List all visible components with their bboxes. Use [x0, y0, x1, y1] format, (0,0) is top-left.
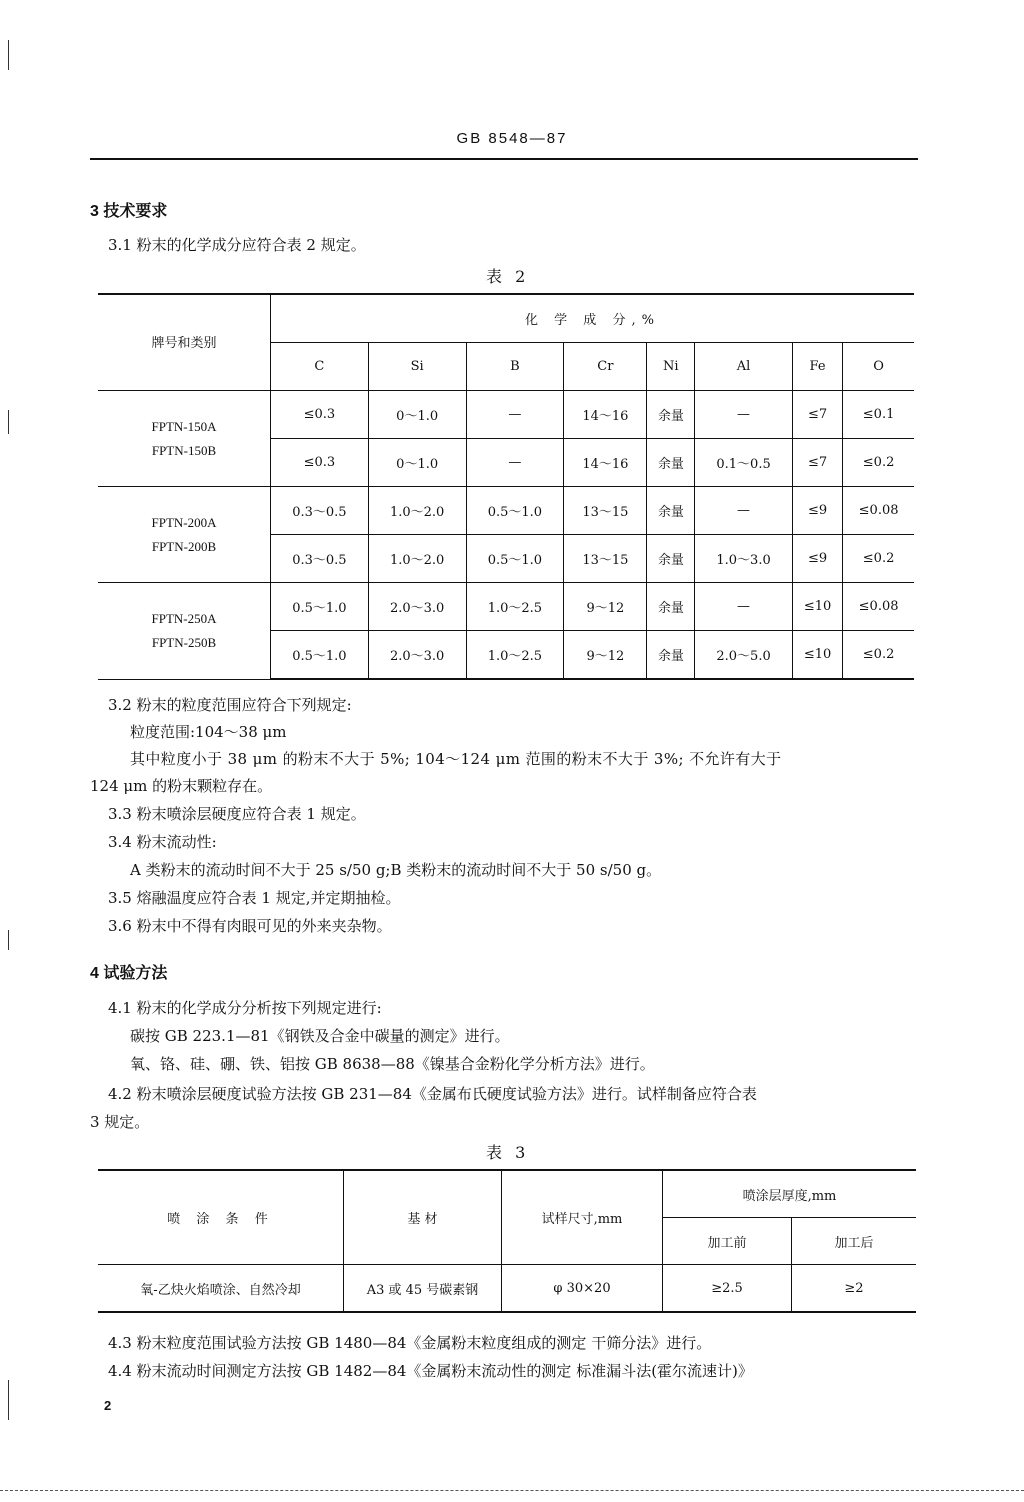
- table-cell: ≤0.3: [271, 391, 369, 439]
- table-cell: —: [466, 439, 564, 487]
- table-cell: ≤0.3: [271, 439, 369, 487]
- brand-name: FPTN-200A: [151, 514, 217, 530]
- table-cell: ≤0.2: [843, 631, 914, 680]
- scan-edge-mark: [8, 930, 9, 950]
- brand-cell: [98, 583, 271, 680]
- clause-3-5: 3.5 熔融温度应符合表 1 规定,并定期抽检。: [108, 889, 401, 907]
- header-rule: [90, 158, 918, 160]
- table-cell: 0.5～1.0: [271, 583, 369, 631]
- table-cell: 1.0～2.0: [368, 535, 466, 583]
- table-3-condition-header: 喷 涂 条 件: [98, 1170, 344, 1265]
- table-cell: ≤7: [792, 391, 842, 439]
- table-cell: 9～12: [564, 583, 647, 631]
- table-2-col-header: Fe: [792, 343, 842, 391]
- table-cell: 余量: [647, 535, 695, 583]
- table-cell: 0～1.0: [368, 391, 466, 439]
- section-3-heading: 3 技术要求: [90, 203, 168, 220]
- table-cell: 0.3～0.5: [271, 535, 369, 583]
- table-cell: 余量: [647, 439, 695, 487]
- table-cell: 余量: [647, 583, 695, 631]
- table-cell: 1.0～2.0: [368, 487, 466, 535]
- clause-3-4: 3.4 粉末流动性:: [108, 833, 217, 851]
- table-cell: 2.0～5.0: [695, 631, 793, 680]
- table-row: [98, 1265, 916, 1313]
- table-cell: 2.0～3.0: [368, 583, 466, 631]
- table-cell: 0～1.0: [368, 439, 466, 487]
- clause-3-6: 3.6 粉末中不得有肉眼可见的外来夹杂物。: [108, 917, 392, 935]
- scan-edge-mark: [8, 1380, 9, 1420]
- table-row: [98, 583, 914, 631]
- table-3-thickness-header: 喷涂层厚度,mm: [663, 1170, 917, 1218]
- table-3-after-header: 加工后: [792, 1218, 917, 1265]
- brand-cell: [98, 391, 271, 487]
- table-cell: 0.5～1.0: [466, 487, 564, 535]
- table-cell: 0.3～0.5: [271, 487, 369, 535]
- clause-3-2-detail-cont: 124 μm 的粉末颗粒存在。: [90, 777, 273, 795]
- table-cell: A3 或 45 号碳素钢: [344, 1265, 502, 1313]
- table-2-caption: 表 2: [486, 267, 530, 286]
- table-cell: 1.0～3.0: [695, 535, 793, 583]
- table-cell: 1.0～2.5: [466, 583, 564, 631]
- table-cell: —: [695, 487, 793, 535]
- clause-4-1-elements: 氧、铬、硅、硼、铁、铝按 GB 8638—88《镍基合金粉化学分析方法》进行。: [130, 1055, 655, 1073]
- table-cell: 0.5～1.0: [271, 631, 369, 680]
- table-cell: ≤0.2: [843, 535, 914, 583]
- clause-3-3: 3.3 粉末喷涂层硬度应符合表 1 规定。: [108, 805, 366, 823]
- section-4-heading: 4 试验方法: [90, 965, 168, 982]
- table-cell: 1.0～2.5: [466, 631, 564, 680]
- table-3-substrate-header: 基 材: [344, 1170, 502, 1265]
- table-2-brand-header: 牌号和类别: [98, 294, 271, 391]
- clause-3-2: 3.2 粉末的粒度范围应符合下列规定:: [108, 696, 352, 714]
- table-cell: 14～16: [564, 439, 647, 487]
- table-3: [98, 1169, 916, 1313]
- brand-cell: [98, 487, 271, 583]
- table-2-col-header: C: [271, 343, 369, 391]
- table-cell: 余量: [647, 487, 695, 535]
- table-row: [98, 487, 914, 535]
- clause-4-3: 4.3 粉末粒度范围试验方法按 GB 1480—84《金属粉末粒度组成的测定 干筛分法》进行。: [108, 1334, 712, 1352]
- table-cell: ≤10: [792, 631, 842, 680]
- clause-4-1: 4.1 粉末的化学成分分析按下列规定进行:: [108, 999, 382, 1017]
- brand-name: FPTN-150A: [151, 418, 217, 434]
- table-cell: ≤0.1: [843, 391, 914, 439]
- table-cell: 0.1～0.5: [695, 439, 793, 487]
- table-2-col-header: Cr: [564, 343, 647, 391]
- table-cell: ≥2.5: [663, 1265, 792, 1313]
- table-cell: 14～16: [564, 391, 647, 439]
- table-cell: 9～12: [564, 631, 647, 680]
- table-cell: φ 30×20: [502, 1265, 663, 1313]
- table-2-col-header: Al: [695, 343, 793, 391]
- table-cell: 13～15: [564, 487, 647, 535]
- table-3-caption: 表 3: [486, 1143, 530, 1162]
- scan-edge-mark: [8, 40, 9, 70]
- clause-4-2-cont: 3 规定。: [90, 1113, 150, 1131]
- table-cell: ≤10: [792, 583, 842, 631]
- clause-3-4-detail: A 类粉末的流动时间不大于 25 s/50 g;B 类粉末的流动时间不大于 50 s/50 g。: [130, 861, 662, 879]
- clause-4-1-carbon: 碳按 GB 223.1—81《钢铁及合金中碳量的测定》进行。: [130, 1027, 510, 1045]
- table-cell: ≥2: [792, 1265, 917, 1313]
- table-cell: 余量: [647, 631, 695, 680]
- table-cell: ≤0.08: [843, 487, 914, 535]
- clause-4-4: 4.4 粉末流动时间测定方法按 GB 1482—84《金属粉末流动性的测定 标准漏斗法(霍尔流速计)》: [108, 1362, 753, 1380]
- table-cell: ≤0.08: [843, 583, 914, 631]
- brand-name: FPTN-250A: [151, 610, 217, 626]
- table-cell: ≤9: [792, 535, 842, 583]
- table-3-before-header: 加工前: [663, 1218, 792, 1265]
- document-header: GB 8548—87: [456, 130, 568, 147]
- table-2-composition-header: 化 学 成 分,%: [271, 294, 915, 343]
- table-row: [98, 391, 914, 439]
- brand-name: FPTN-200B: [151, 538, 217, 554]
- table-cell: 13～15: [564, 535, 647, 583]
- clause-4-2: 4.2 粉末喷涂层硬度试验方法按 GB 231—84《金属布氏硬度试验方法》进行。试样制备应符合表: [108, 1085, 757, 1103]
- clause-3-1: 3.1 粉末的化学成分应符合表 2 规定。: [108, 236, 366, 254]
- page-number: 2: [104, 1398, 112, 1413]
- scan-edge-mark: [8, 410, 9, 434]
- table-cell: —: [466, 391, 564, 439]
- table-3-size-header: 试样尺寸,mm: [502, 1170, 663, 1265]
- table-cell: ≤9: [792, 487, 842, 535]
- table-2-col-header: Si: [368, 343, 466, 391]
- table-2: [98, 293, 914, 680]
- brand-name: FPTN-250B: [151, 634, 217, 650]
- table-cell: 余量: [647, 391, 695, 439]
- clause-3-2-detail: 其中粒度小于 38 μm 的粉末不大于 5%; 104～124 μm 范围的粉末不大于 3%; 不允许有大于: [130, 750, 782, 768]
- clause-3-2-range: 粒度范围:104～38 μm: [130, 723, 287, 741]
- table-2-col-header: O: [843, 343, 914, 391]
- table-cell: ≤7: [792, 439, 842, 487]
- table-2-col-header: Ni: [647, 343, 695, 391]
- table-cell: —: [695, 583, 793, 631]
- scan-bottom-rule: [0, 1490, 1024, 1491]
- table-cell: 氧-乙炔火焰喷涂、自然冷却: [98, 1265, 344, 1313]
- table-cell: —: [695, 391, 793, 439]
- table-cell: 2.0～3.0: [368, 631, 466, 680]
- table-cell: 0.5～1.0: [466, 535, 564, 583]
- brand-name: FPTN-150B: [151, 442, 217, 458]
- table-2-col-header: B: [466, 343, 564, 391]
- table-cell: ≤0.2: [843, 439, 914, 487]
